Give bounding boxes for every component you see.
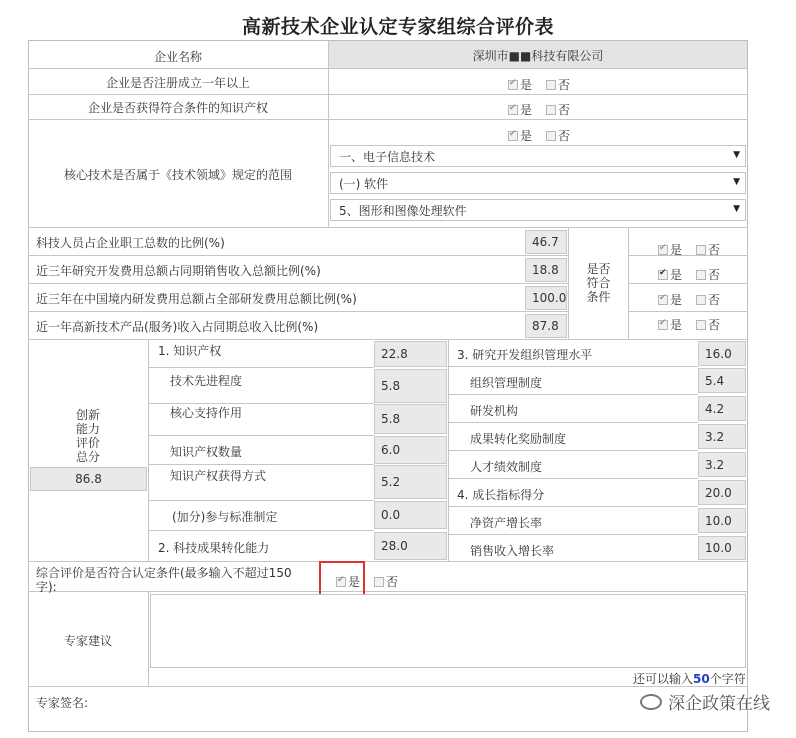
tech-field-select-1[interactable]: 一、电子信息技术 ▼	[330, 145, 746, 167]
standard-label: (加分)参与标准制定	[172, 510, 278, 524]
ratio-2-yes[interactable]: ✔是	[658, 266, 682, 283]
overall-label-line2: 字):	[36, 580, 57, 594]
checkbox-icon[interactable]	[508, 105, 518, 115]
checkbox-icon[interactable]	[658, 320, 668, 330]
ratio-label-4: 近一年高新技术产品(服务)收入占同期总收入比例(%)	[36, 320, 319, 334]
ip-section-title: 1. 知识产权	[158, 344, 222, 358]
remaining-chars: 还可以输入50个字符	[633, 672, 746, 686]
watermark-text: 深企政策在线	[668, 694, 770, 714]
ratio-4-no[interactable]: 否	[696, 316, 720, 333]
rd-org-label: 3. 研究开发组织管理水平	[457, 348, 593, 362]
transform-score: 28.0	[374, 532, 447, 560]
ratio-label-3: 近三年在中国境内研发费用总额占全部研发费用总额比例(%)	[36, 292, 357, 306]
checkbox-icon[interactable]	[546, 131, 556, 141]
ip-label: 企业是否获得符合条件的知识产权	[87, 101, 268, 115]
net-asset-label: 净资产增长率	[470, 516, 543, 530]
org-mgmt-score: 5.4	[698, 368, 746, 393]
dropdown-arrow-icon: ▼	[733, 150, 740, 160]
checkbox-icon[interactable]	[658, 295, 668, 305]
talent-score: 3.2	[698, 452, 746, 477]
registered-no[interactable]: 否	[546, 76, 570, 93]
tech-adv-score: 5.8	[374, 369, 447, 403]
core-support-score: 5.8	[374, 404, 447, 434]
talent-label: 人才绩效制度	[470, 460, 543, 474]
reward-label: 成果转化奖励制度	[470, 432, 567, 446]
checkbox-icon[interactable]	[696, 245, 706, 255]
ratio-4-yes[interactable]: ✔是	[658, 316, 682, 333]
ratio-value-2: 18.8	[525, 258, 567, 282]
ratio-3-yes[interactable]: ✔是	[658, 291, 682, 308]
tech-adv-label: 技术先进程度	[170, 374, 243, 388]
wechat-icon	[640, 694, 662, 710]
rd-org-score: 16.0	[698, 341, 746, 366]
growth-score: 20.0	[698, 480, 746, 505]
company-name-value: 深圳市■■科技有限公司	[472, 49, 604, 63]
ratio-label-2: 近三年研究开发费用总额占同期销售收入总额比例(%)	[36, 264, 321, 278]
overall-no[interactable]: 否	[374, 573, 398, 590]
ratio-1-no[interactable]: 否	[696, 241, 720, 258]
ratio-value-3: 100.0	[525, 286, 567, 310]
overall-yes[interactable]: ✔ 是	[336, 573, 360, 590]
advice-textarea[interactable]	[150, 594, 746, 668]
ratio-value-1: 46.7	[525, 230, 567, 254]
registered-label: 企业是否注册成立一年以上	[105, 76, 250, 90]
growth-label: 4. 成长指标得分	[457, 488, 545, 502]
core-tech-no[interactable]: 否	[546, 127, 570, 144]
watermark	[640, 689, 770, 714]
tech-field-select-2[interactable]: (一) 软件 ▼	[330, 172, 746, 194]
ip-count-score: 6.0	[374, 436, 447, 464]
innovation-total-label: 创新 能力 评价 总分	[75, 408, 100, 464]
rd-inst-score: 4.2	[698, 396, 746, 421]
overall-label-line1: 综合评价是否符合认定条件(最多输入不超过150	[36, 566, 292, 580]
ip-section-score: 22.8	[374, 341, 447, 367]
net-asset-score: 10.0	[698, 508, 746, 533]
checkbox-icon[interactable]	[658, 270, 668, 280]
advice-label: 专家建议	[63, 634, 112, 648]
ratio-2-no[interactable]: 否	[696, 266, 720, 283]
tech-field-select-3[interactable]: 5、图形和图像处理软件 ▼	[330, 199, 746, 221]
registered-yes[interactable]: ✔ 是	[508, 76, 532, 93]
standard-score: 0.0	[374, 501, 447, 529]
checkbox-icon[interactable]	[696, 270, 706, 280]
checkbox-icon[interactable]	[696, 320, 706, 330]
reward-score: 3.2	[698, 424, 746, 449]
checkbox-icon[interactable]	[658, 245, 668, 255]
sales-label: 销售收入增长率	[470, 544, 555, 558]
innovation-total-score: 86.8	[30, 467, 147, 491]
ratio-value-4: 87.8	[525, 314, 567, 338]
org-mgmt-label: 组织管理制度	[470, 376, 543, 390]
ip-method-score: 5.2	[374, 465, 447, 499]
checkbox-icon[interactable]	[374, 577, 384, 587]
core-support-label: 核心支持作用	[170, 406, 243, 420]
checkbox-icon[interactable]	[546, 80, 556, 90]
ip-count-label: 知识产权数量	[170, 445, 243, 459]
ip-yes[interactable]: ✔ 是	[508, 101, 532, 118]
sales-score: 10.0	[698, 536, 746, 560]
checkbox-icon[interactable]	[696, 295, 706, 305]
checkbox-icon[interactable]	[336, 577, 346, 587]
ratio-1-yes[interactable]: ✔是	[658, 241, 682, 258]
checkbox-icon[interactable]	[508, 80, 518, 90]
ip-no[interactable]: 否	[546, 101, 570, 118]
company-name-label: 企业名称	[153, 50, 202, 64]
ip-method-label: 知识产权获得方式	[170, 469, 267, 483]
conformity-label: 是否 符合 条件	[586, 262, 611, 304]
signature-label: 专家签名:	[36, 696, 89, 710]
transform-label: 2. 科技成果转化能力	[158, 541, 270, 555]
rd-inst-label: 研发机构	[470, 404, 519, 418]
checkbox-icon[interactable]	[508, 131, 518, 141]
core-tech-label: 核心技术是否属于《技术领域》规定的范围	[63, 168, 292, 182]
dropdown-arrow-icon: ▼	[733, 177, 740, 187]
page-title: 高新技术企业认定专家组综合评价表	[241, 16, 554, 38]
ratio-3-no[interactable]: 否	[696, 291, 720, 308]
ratio-label-1: 科技人员占企业职工总数的比例(%)	[36, 236, 225, 250]
core-tech-yes[interactable]: ✔是	[508, 127, 532, 144]
dropdown-arrow-icon: ▼	[733, 204, 740, 214]
checkbox-icon[interactable]	[546, 105, 556, 115]
